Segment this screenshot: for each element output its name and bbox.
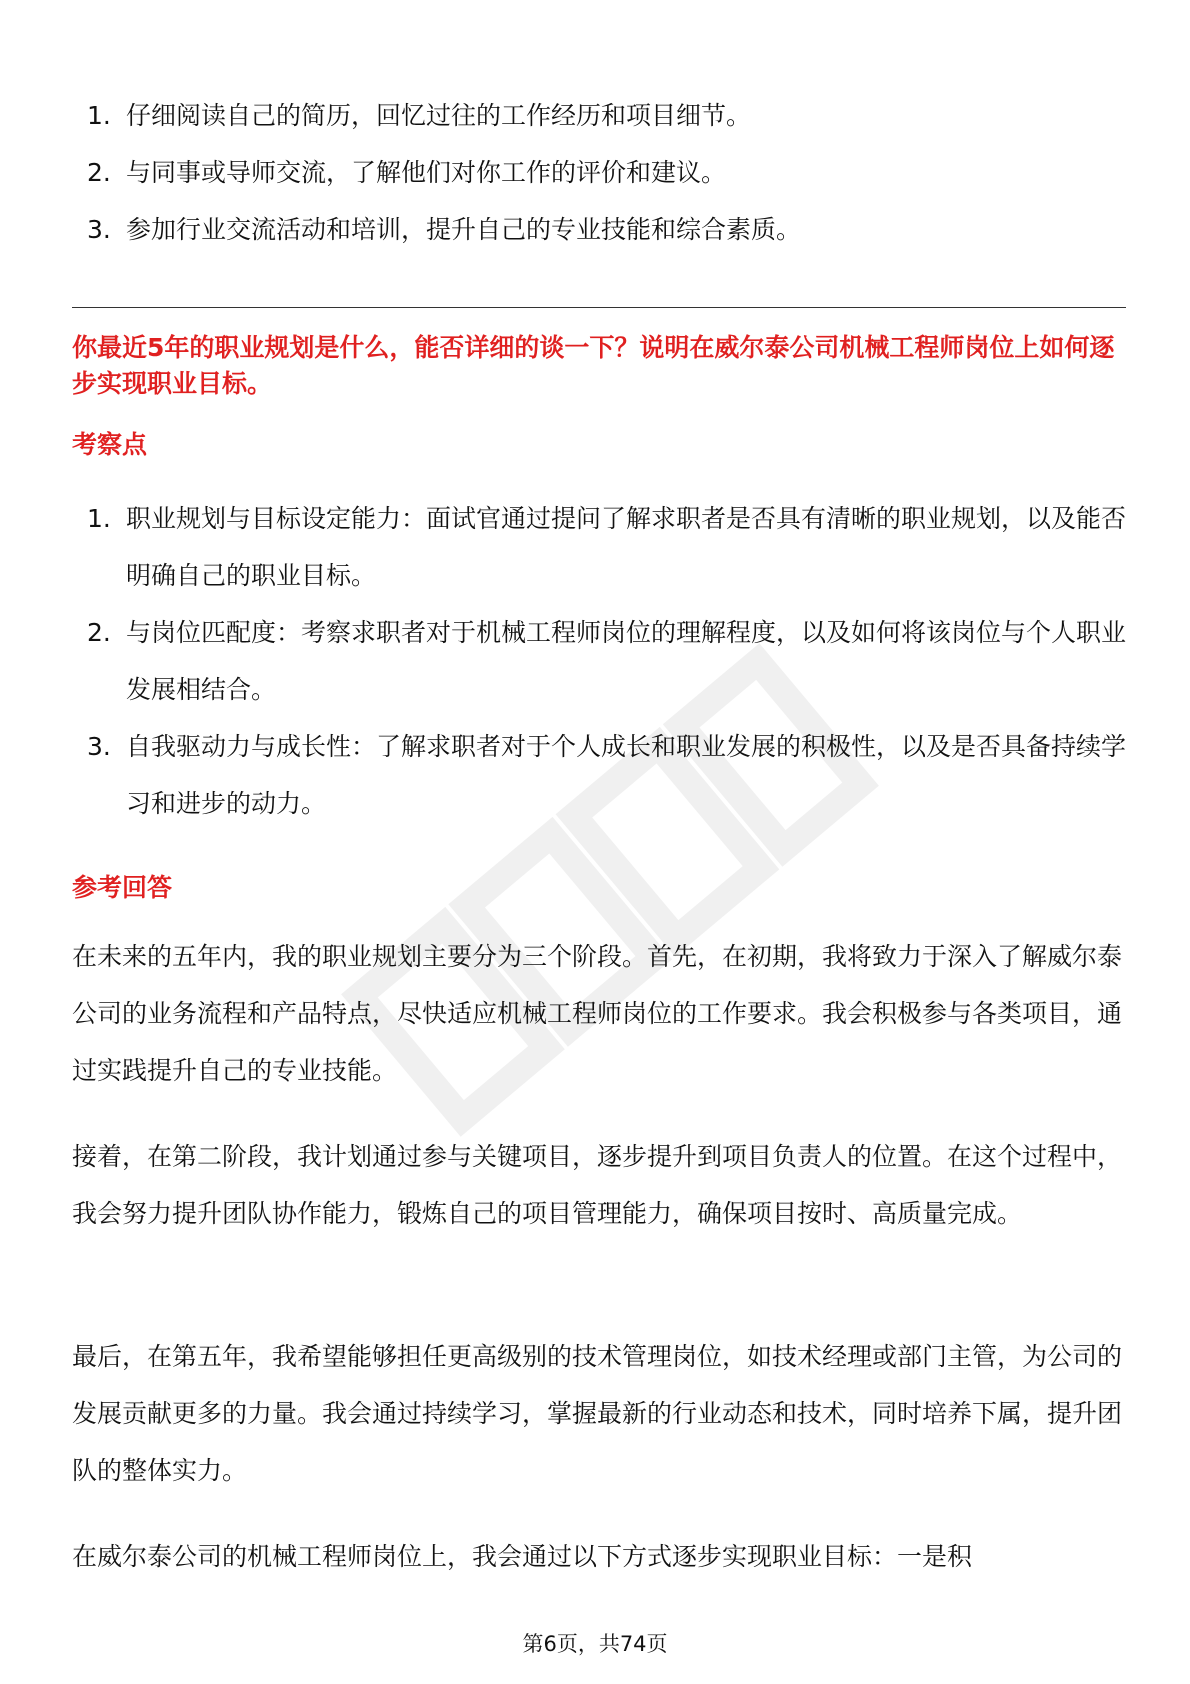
label-kaochadian: 考察点: [72, 430, 148, 459]
list-item: 2. 与岗位匹配度：考察求职者对于机械工程师岗位的理解程度，以及如何将该岗位与个人职业发展相结合。: [87, 618, 1127, 704]
list-item: 1. 职业规划与目标设定能力：面试官通过提问了解求职者是否具有清晰的职业规划，以及能否明确自己的职业目标。: [87, 504, 1127, 590]
label-cankao-huida: 参考回答: [72, 873, 173, 902]
answer-paragraph: 在未来的五年内，我的职业规划主要分为三个阶段。首先，在初期，我将致力于深入了解威尔泰公司的业务流程和产品特点，尽快适应机械工程师岗位的工作要求。我会积极参与各类项目，通过实践提升自己的专业技能。: [72, 942, 1123, 1085]
list-item-text: 职业规划与目标设定能力：面试官通过提问了解求职者是否具有清晰的职业规划，以及能否明确自己的职业目标。: [126, 504, 1127, 590]
answer-paragraph: 最后，在第五年，我希望能够担任更高级别的技术管理岗位，如技术经理或部门主管，为公司的发展贡献更多的力量。我会通过持续学习，掌握最新的行业动态和技术，同时培养下属，提升团队的整体实力。: [72, 1342, 1123, 1485]
question-heading: 你最近5年的职业规划是什么，能否详细的谈一下？说明在威尔泰公司机械工程师岗位上如何逐步实现职业目标。: [72, 333, 1115, 398]
answer-paragraph: 接着，在第二阶段，我计划通过参与关键项目，逐步提升到项目负责人的位置。在这个过程中，我会努力提升团队协作能力，锻炼自己的项目管理能力，确保项目按时、高质量完成。: [72, 1142, 1123, 1228]
list-item-text: 与岗位匹配度：考察求职者对于机械工程师岗位的理解程度，以及如何将该岗位与个人职业发展相结合。: [126, 618, 1127, 704]
evaluation-points-list: [72, 490, 1126, 832]
list-item-text: 自我驱动力与成长性：了解求职者对于个人成长和职业发展的积极性，以及是否具备持续学习和进步的动力。: [126, 732, 1127, 818]
list-item-text: 仔细阅读自己的简历，回忆过往的工作经历和项目细节。: [126, 101, 752, 130]
section-divider: [72, 307, 1126, 308]
list-item: 3. 参加行业交流活动和培训，提升自己的专业技能和综合素质。: [87, 215, 802, 244]
top-list: [72, 87, 1126, 258]
list-item: 2. 与同事或导师交流，了解他们对你工作的评价和建议。: [87, 158, 727, 187]
list-item: 1. 仔细阅读自己的简历，回忆过往的工作经历和项目细节。: [87, 101, 752, 130]
page-number: 第6页，共74页: [522, 1632, 668, 1656]
list-item-text: 参加行业交流活动和培训，提升自己的专业技能和综合素质。: [126, 215, 802, 244]
list-item: 3. 自我驱动力与成长性：了解求职者对于个人成长和职业发展的积极性，以及是否具备持续学习和进步的动力。: [87, 732, 1127, 818]
list-item-text: 与同事或导师交流，了解他们对你工作的评价和建议。: [126, 158, 727, 187]
answer-paragraph: 在威尔泰公司的机械工程师岗位上，我会通过以下方式逐步实现职业目标：一是积: [72, 1542, 973, 1571]
